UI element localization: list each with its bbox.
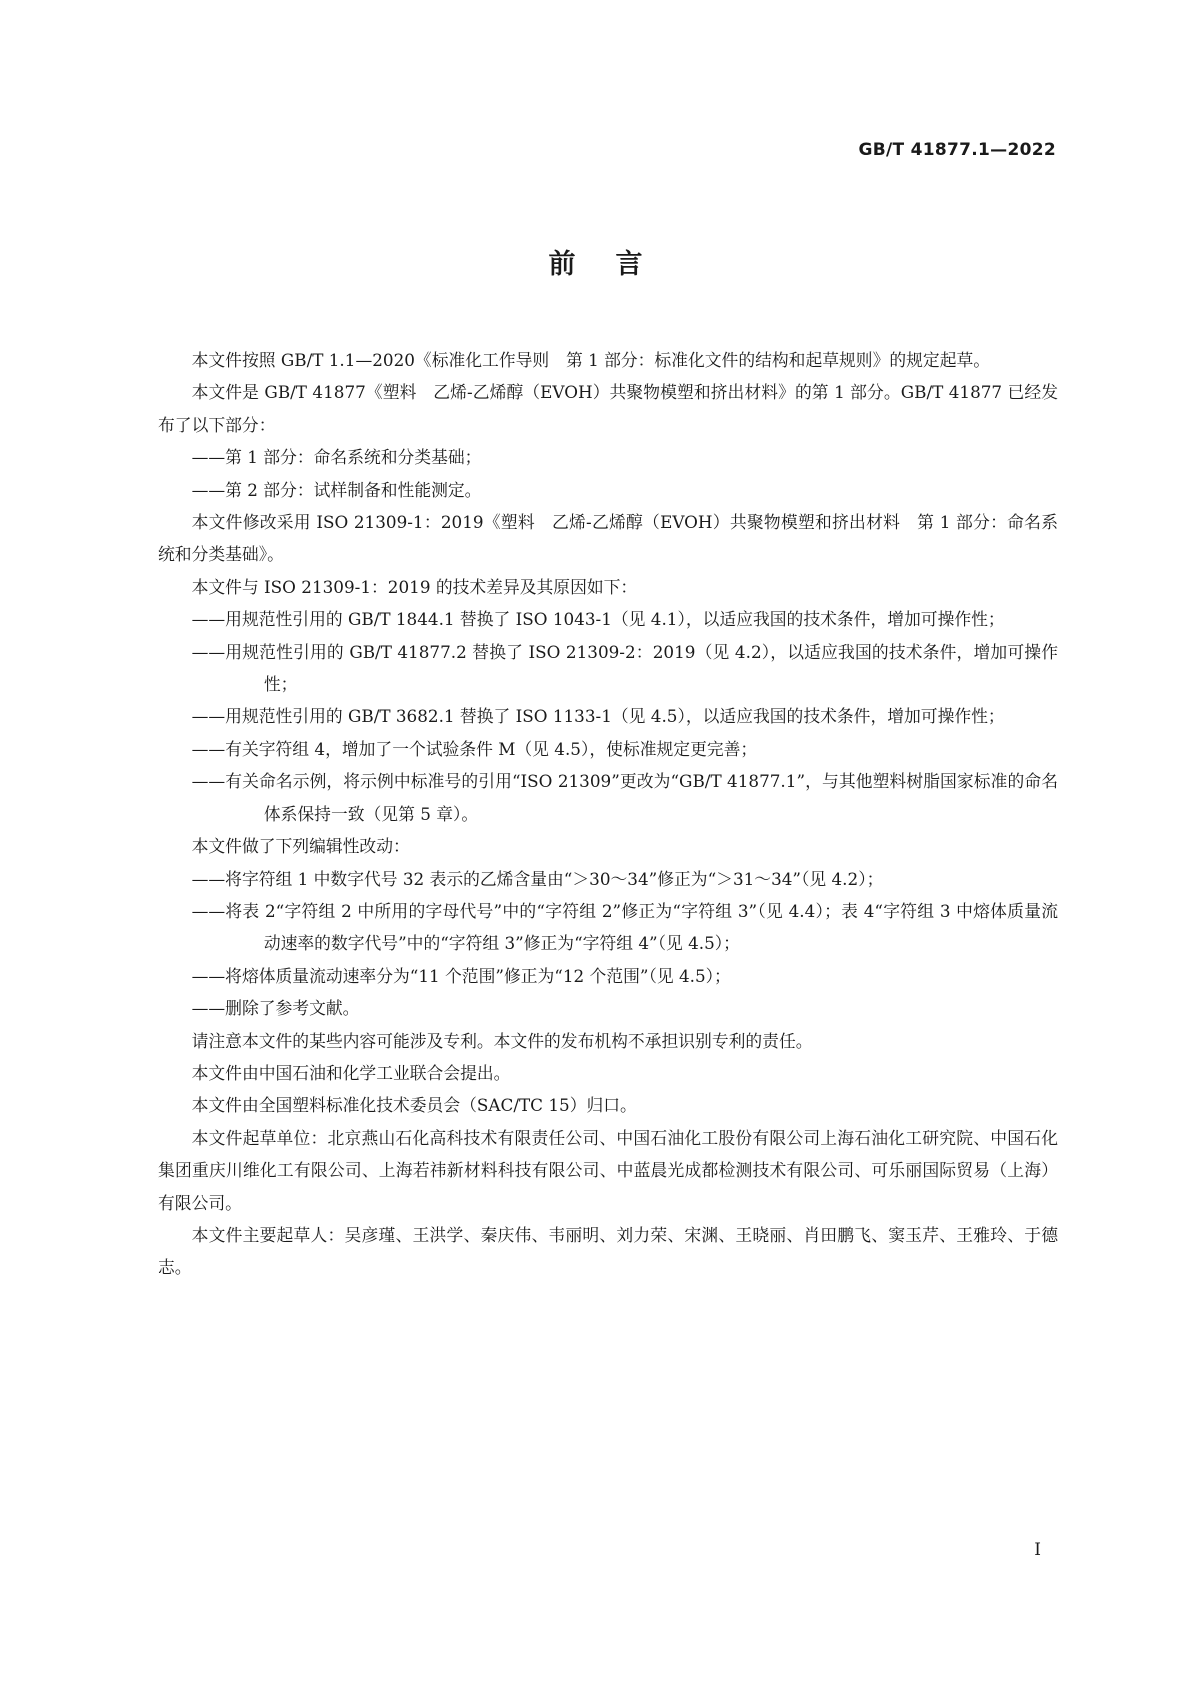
document-id: GB/T 41877.1—2022: [858, 140, 1056, 160]
list-item: ——将表 2“字符组 2 中所用的字母代号”中的“字符组 2”修正为“字符组 3”（见 4.4）；表 4“字符组 3 中熔体质量流动速率的数字代号”中的“字符组 3”修正为“字符组 4”（见 4.5）；: [191, 900, 1058, 954]
body-text: [158, 344, 1058, 1284]
paragraph: 本文件由全国塑料标准化技术委员会（SAC/TC 15）归口。: [191, 1095, 637, 1116]
list-item: ——删除了参考文献。: [191, 998, 360, 1019]
list-item: ——有关命名示例，将示例中标准号的引用“ISO 21309”更改为“GB/T 41877.1”，与其他塑料树脂国家标准的命名体系保持一致（见第 5 章）。: [191, 771, 1058, 824]
list-item: ——将字符组 1 中数字代号 32 表示的乙烯含量由“＞30～34”修正为“＞31～34”（见 4.2）；: [191, 868, 884, 889]
paragraph: 请注意本文件的某些内容可能涉及专利。本文件的发布机构不承担识别专利的责任。: [191, 1030, 813, 1051]
paragraph: 本文件与 ISO 21309-1：2019 的技术差异及其原因如下：: [191, 576, 638, 597]
list-item: ——第 2 部分：试样制备和性能测定。: [191, 479, 482, 500]
list-item: ——第 1 部分：命名系统和分类基础；: [191, 447, 482, 468]
paragraph: 本文件做了下列编辑性改动：: [191, 836, 410, 857]
paragraph: 本文件按照 GB/T 1.1—2020《标准化工作导则 第 1 部分：标准化文件的结构和起草规则》的规定起草。: [191, 350, 991, 370]
page-title: 前言: [548, 249, 683, 280]
list-item: ——有关字符组 4，增加了一个试验条件 M（见 4.5），使标准规定更完善；: [191, 738, 758, 759]
paragraph: 本文件主要起草人：吴彦瑾、王洪学、秦庆伟、韦丽明、刘力荣、宋渊、王晓丽、肖田鹏飞、窦玉芹、王雅玲、于德志。: [158, 1224, 1058, 1278]
paragraph: 本文件起草单位：北京燕山石化高科技术有限责任公司、中国石油化工股份有限公司上海石油化工研究院、中国石化集团重庆川维化工有限公司、上海若祎新材料科技有限公司、中蓝晨光成都检测技术有限公司、可乐丽国际贸易（上海）有限公司。: [158, 1127, 1058, 1213]
list-item: ——用规范性引用的 GB/T 41877.2 替换了 ISO 21309-2：2019（见 4.2），以适应我国的技术条件，增加可操作性；: [191, 641, 1058, 695]
paragraph: 本文件是 GB/T 41877《塑料 乙烯-乙烯醇（EVOH）共聚物模塑和挤出材料》的第 1 部分。GB/T 41877 已经发布了以下部分：: [158, 382, 1058, 435]
list-item: ——将熔体质量流动速率分为“11 个范围”修正为“12 个范围”（见 4.5）；: [191, 965, 731, 986]
page-number: I: [1034, 1540, 1041, 1560]
paragraph: 本文件修改采用 ISO 21309-1：2019《塑料 乙烯-乙烯醇（EVOH）共聚物模塑和挤出材料 第 1 部分：命名系统和分类基础》。: [158, 512, 1058, 565]
list-item: ——用规范性引用的 GB/T 1844.1 替换了 ISO 1043-1（见 4.1），以适应我国的技术条件，增加可操作性；: [191, 609, 1005, 630]
paragraph: 本文件由中国石油和化学工业联合会提出。: [191, 1062, 511, 1083]
list-item: ——用规范性引用的 GB/T 3682.1 替换了 ISO 1133-1（见 4.5），以适应我国的技术条件，增加可操作性；: [191, 706, 1005, 727]
